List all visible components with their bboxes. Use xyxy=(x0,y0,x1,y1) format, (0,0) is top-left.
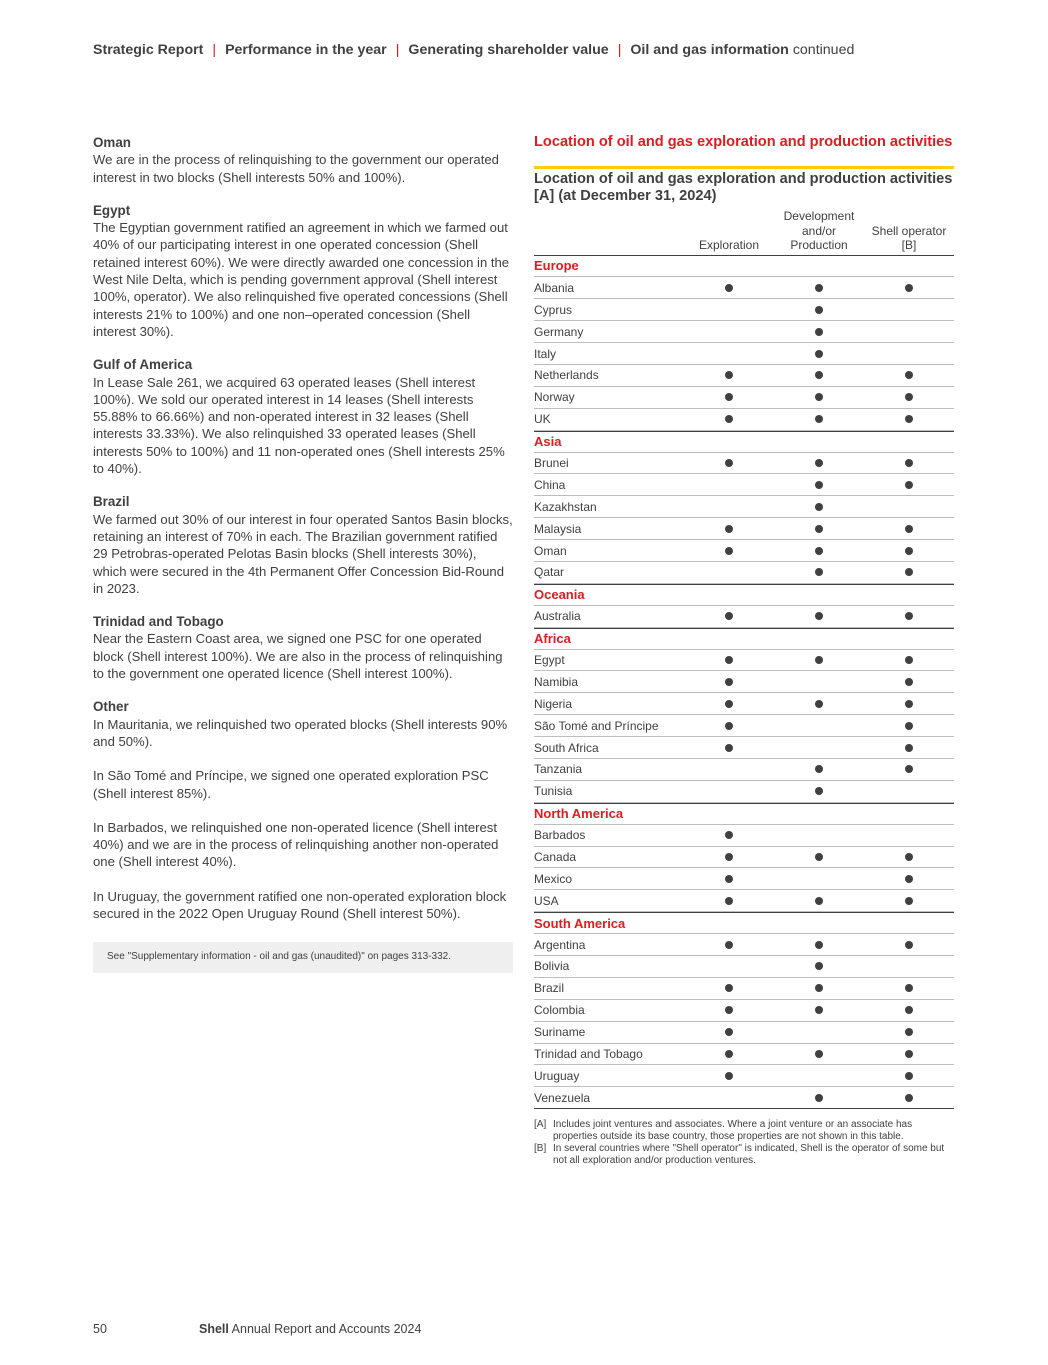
cell-exploration xyxy=(684,941,774,949)
cell-development-production xyxy=(774,984,864,992)
bullet-dot-icon xyxy=(905,656,913,664)
cell-exploration xyxy=(684,415,774,423)
breadcrumb-item[interactable]: Oil and gas information xyxy=(630,42,789,58)
bullet-dot-icon xyxy=(815,459,823,467)
section-paragraph: We farmed out 30% of our interest in four operated Santos Basin blocks, retaining an interest of 70% in each. The Brazilian government ratified 29 Petrobras-operated Pelotas Basin blocks (Shell interests 30%), which were secured in the 4th Permanent Offer Concession Bid-Round in 2023. xyxy=(93,511,513,596)
cell-shell-operator xyxy=(864,853,954,861)
right-column xyxy=(534,134,954,1167)
bullet-dot-icon xyxy=(725,612,733,620)
cell-development-production xyxy=(774,481,864,489)
table-row xyxy=(534,1044,954,1066)
bullet-dot-icon xyxy=(725,1072,733,1080)
cell-development-production xyxy=(774,897,864,905)
table-row xyxy=(534,956,954,978)
column-header-shell-operator: Shell operator [B] xyxy=(871,223,947,252)
country-name: Tunisia xyxy=(534,784,573,799)
table-row xyxy=(534,1065,954,1087)
bullet-dot-icon xyxy=(905,612,913,620)
cell-development-production xyxy=(774,393,864,401)
table-title: Location of oil and gas exploration and production activities [A] (at December 31, 2024) xyxy=(534,170,953,204)
cell-exploration xyxy=(684,525,774,533)
country-name: Barbados xyxy=(534,828,586,843)
region-name: Africa xyxy=(534,631,571,647)
section-egypt xyxy=(93,202,513,340)
country-name: Nigeria xyxy=(534,696,573,711)
cell-exploration xyxy=(684,1072,774,1080)
bullet-dot-icon xyxy=(815,306,823,314)
cell-development-production xyxy=(774,306,864,314)
country-name: UK xyxy=(534,412,551,427)
cell-shell-operator xyxy=(864,1028,954,1036)
bullet-dot-icon xyxy=(815,612,823,620)
bullet-dot-icon xyxy=(905,984,913,992)
table-row xyxy=(534,759,954,781)
section-oman xyxy=(93,134,513,186)
country-name: Italy xyxy=(534,346,557,361)
country-name: Venezuela xyxy=(534,1090,591,1105)
bullet-dot-icon xyxy=(725,853,733,861)
footer-brand: Shell xyxy=(199,1322,229,1336)
section-heading: Other xyxy=(93,699,129,715)
bullet-dot-icon xyxy=(905,1006,913,1014)
cell-shell-operator xyxy=(864,1006,954,1014)
footnote-text: Includes joint ventures and associates. Where a joint venture or an associate has properties outside its base country, those properties are not shown in this table. xyxy=(553,1119,913,1143)
country-name: Brazil xyxy=(534,981,565,996)
bullet-dot-icon xyxy=(725,897,733,905)
bullet-dot-icon xyxy=(905,459,913,467)
country-name: USA xyxy=(534,893,559,908)
cell-development-production xyxy=(774,503,864,511)
cell-shell-operator xyxy=(864,415,954,423)
cell-development-production xyxy=(774,415,864,423)
cell-development-production xyxy=(774,525,864,533)
country-name: Albania xyxy=(534,280,575,295)
section-heading: Trinidad and Tobago xyxy=(93,614,224,630)
bullet-dot-icon xyxy=(815,350,823,358)
cell-development-production xyxy=(774,853,864,861)
country-name: Namibia xyxy=(534,674,579,689)
country-name: Australia xyxy=(534,609,581,624)
cell-shell-operator xyxy=(864,1094,954,1102)
section-paragraph: We are in the process of relinquishing to the government our operated interest in two blocks (Shell interests 50% and 100%). xyxy=(93,152,499,185)
table-row xyxy=(534,562,954,584)
bullet-dot-icon xyxy=(815,984,823,992)
region-name: Europe xyxy=(534,258,579,274)
table-row xyxy=(534,934,954,956)
footnote xyxy=(534,1119,954,1143)
cell-exploration xyxy=(684,984,774,992)
table-row xyxy=(534,671,954,693)
section-paragraph: Near the Eastern Coast area, we signed one PSC for one operated block (Shell interest 100%). We are also in the process of relinquishing to the government one operated licence (Shell interest 100%). xyxy=(93,631,503,682)
bullet-dot-icon xyxy=(905,284,913,292)
table-row xyxy=(534,343,954,365)
bullet-dot-icon xyxy=(815,765,823,773)
country-name: Egypt xyxy=(534,652,565,667)
bullet-dot-icon xyxy=(725,393,733,401)
table-row xyxy=(534,540,954,562)
breadcrumb xyxy=(93,42,854,58)
cell-shell-operator xyxy=(864,371,954,379)
bullet-dot-icon xyxy=(725,1050,733,1058)
cell-exploration xyxy=(684,284,774,292)
country-name: Germany xyxy=(534,324,584,339)
table-row xyxy=(534,1087,954,1109)
section-gulf-of-america xyxy=(93,356,513,477)
section-heading: Egypt xyxy=(93,202,131,218)
cell-exploration xyxy=(684,897,774,905)
table-body xyxy=(534,256,954,1110)
table-row xyxy=(534,1000,954,1022)
cell-development-production xyxy=(774,459,864,467)
cell-shell-operator xyxy=(864,612,954,620)
bullet-dot-icon xyxy=(725,678,733,686)
bullet-dot-icon xyxy=(905,1050,913,1058)
bullet-dot-icon xyxy=(815,1050,823,1058)
bullet-dot-icon xyxy=(815,371,823,379)
country-name: São Tomé and Príncipe xyxy=(534,718,659,733)
breadcrumb-item[interactable]: Generating shareholder value xyxy=(408,42,609,58)
cell-development-production xyxy=(774,1006,864,1014)
cell-development-production xyxy=(774,350,864,358)
cell-development-production xyxy=(774,284,864,292)
page-number: 50 xyxy=(93,1322,107,1336)
breadcrumb-separator: | xyxy=(617,42,622,58)
cell-exploration xyxy=(684,656,774,664)
cell-shell-operator xyxy=(864,1072,954,1080)
cell-exploration xyxy=(684,1050,774,1058)
footnote-tag: [A] xyxy=(534,1119,547,1131)
bullet-dot-icon xyxy=(905,941,913,949)
breadcrumb-item[interactable]: Strategic Report xyxy=(93,42,204,58)
cell-development-production xyxy=(774,328,864,336)
cell-development-production xyxy=(774,547,864,555)
table-row xyxy=(534,868,954,890)
bullet-dot-icon xyxy=(725,875,733,883)
country-name: Colombia xyxy=(534,1003,585,1018)
table-row xyxy=(534,496,954,518)
table-row xyxy=(534,825,954,847)
cell-shell-operator xyxy=(864,765,954,773)
table-row xyxy=(534,474,954,496)
section-paragraph: In São Tomé and Príncipe, we signed one operated exploration PSC (Shell interest 85%). xyxy=(93,768,489,801)
bullet-dot-icon xyxy=(905,568,913,576)
bullet-dot-icon xyxy=(725,700,733,708)
bullet-dot-icon xyxy=(815,547,823,555)
supplementary-note-text[interactable]: See "Supplementary information - oil and gas (unaudited)" on pages 313-332. xyxy=(107,951,451,962)
region-row xyxy=(534,431,954,453)
region-row xyxy=(534,584,954,606)
region-row xyxy=(534,912,954,934)
cell-exploration xyxy=(684,459,774,467)
bullet-dot-icon xyxy=(815,284,823,292)
table-row xyxy=(534,606,954,628)
table-row xyxy=(534,715,954,737)
cell-exploration xyxy=(684,1028,774,1036)
cell-exploration xyxy=(684,393,774,401)
region-name: Asia xyxy=(534,434,562,450)
cell-shell-operator xyxy=(864,656,954,664)
section-heading: Gulf of America xyxy=(93,357,193,373)
section-paragraph: In Mauritania, we relinquished two operated blocks (Shell interests 90% and 50%). xyxy=(93,716,508,749)
table-row xyxy=(534,299,954,321)
table-row xyxy=(534,737,954,759)
country-name: Qatar xyxy=(534,565,565,580)
bullet-dot-icon xyxy=(725,371,733,379)
bullet-dot-icon xyxy=(905,1072,913,1080)
cell-development-production xyxy=(774,568,864,576)
table-row xyxy=(534,1022,954,1044)
table-row xyxy=(534,518,954,540)
region-row xyxy=(534,256,954,278)
country-name: Bolivia xyxy=(534,959,570,974)
bullet-dot-icon xyxy=(725,831,733,839)
table-row xyxy=(534,890,954,912)
bullet-dot-icon xyxy=(905,700,913,708)
bullet-dot-icon xyxy=(725,284,733,292)
region-row xyxy=(534,628,954,650)
bullet-dot-icon xyxy=(905,393,913,401)
bullet-dot-icon xyxy=(905,1094,913,1102)
country-name: Canada xyxy=(534,849,577,864)
cell-exploration xyxy=(684,612,774,620)
bullet-dot-icon xyxy=(815,393,823,401)
bullet-dot-icon xyxy=(725,722,733,730)
country-name: South Africa xyxy=(534,740,599,755)
bullet-dot-icon xyxy=(905,678,913,686)
bullet-dot-icon xyxy=(815,1006,823,1014)
bullet-dot-icon xyxy=(815,853,823,861)
cell-exploration xyxy=(684,722,774,730)
cell-shell-operator xyxy=(864,941,954,949)
country-name: Suriname xyxy=(534,1025,586,1040)
bullet-dot-icon xyxy=(815,415,823,423)
country-name: China xyxy=(534,477,566,492)
cell-shell-operator xyxy=(864,547,954,555)
section-paragraph: In Barbados, we relinquished one non-operated licence (Shell interest 40%) and we are in the process of relinquishing another non-operated one (Shell interest 40%). xyxy=(93,819,499,870)
country-name: Netherlands xyxy=(534,368,599,383)
cell-development-production xyxy=(774,787,864,795)
cell-development-production xyxy=(774,941,864,949)
footnote-tag: [B] xyxy=(534,1143,547,1155)
bullet-dot-icon xyxy=(725,744,733,752)
bullet-dot-icon xyxy=(905,415,913,423)
section-other xyxy=(93,698,513,922)
section-paragraph: The Egyptian government ratified an agreement in which we farmed out 40% of our participating interest in one operated concession (Shell retained interest 60%). We were directly awarded one concession in the West Nile Delta, which is pending government approval (Shell interest 100%, operator). We also relinquished five operated concessions (Shell interests 21% to 100%) and one non–operated concession (Shell interest 30%). xyxy=(93,220,510,339)
bullet-dot-icon xyxy=(815,941,823,949)
cell-development-production xyxy=(774,656,864,664)
section-paragraph: In Lease Sale 261, we acquired 63 operated leases (Shell interest 100%). We sold our operated interest in 14 leases (Shell interests 55.88% to 66.66%) and non-operated interest in 32 leases (Shell interests 33.33%). We also relinquished 33 operated leases (Shell interests 50% to 100%) and 11 non-operated ones (Shell interests 25% to 40%). xyxy=(93,374,505,477)
bullet-dot-icon xyxy=(905,765,913,773)
country-name: Tanzania xyxy=(534,762,583,777)
cell-shell-operator xyxy=(864,568,954,576)
bullet-dot-icon xyxy=(815,787,823,795)
bullet-dot-icon xyxy=(725,415,733,423)
country-name: Mexico xyxy=(534,871,573,886)
footnote-text: In several countries where "Shell operator" is indicated, Shell is the operator of some but not all exploration and/or production ventures. xyxy=(553,1143,945,1167)
section-heading: Brazil xyxy=(93,494,130,510)
page-footer xyxy=(93,1322,421,1336)
bullet-dot-icon xyxy=(905,853,913,861)
footer-report-title: Annual Report and Accounts 2024 xyxy=(231,1322,422,1336)
bullet-dot-icon xyxy=(815,656,823,664)
bullet-dot-icon xyxy=(725,656,733,664)
table-row xyxy=(534,978,954,1000)
bullet-dot-icon xyxy=(725,941,733,949)
cell-development-production xyxy=(774,612,864,620)
cell-development-production xyxy=(774,700,864,708)
supplementary-note[interactable] xyxy=(93,942,513,973)
table-row xyxy=(534,453,954,475)
footnote xyxy=(534,1143,954,1167)
column-header-development-production: Development and/or Production xyxy=(783,209,855,252)
section-trinidad-and-tobago xyxy=(93,613,513,682)
bullet-dot-icon xyxy=(725,459,733,467)
cell-shell-operator xyxy=(864,1050,954,1058)
table-row xyxy=(534,650,954,672)
bullet-dot-icon xyxy=(815,897,823,905)
cell-shell-operator xyxy=(864,393,954,401)
cell-exploration xyxy=(684,1006,774,1014)
cell-shell-operator xyxy=(864,459,954,467)
cell-development-production xyxy=(774,765,864,773)
region-name: Oceania xyxy=(534,587,585,603)
country-name: Oman xyxy=(534,543,567,558)
yellow-divider xyxy=(534,166,954,169)
bullet-dot-icon xyxy=(905,722,913,730)
cell-exploration xyxy=(684,700,774,708)
column-header-exploration: Exploration xyxy=(698,238,760,252)
bullet-dot-icon xyxy=(905,875,913,883)
bullet-dot-icon xyxy=(815,525,823,533)
cell-shell-operator xyxy=(864,744,954,752)
cell-exploration xyxy=(684,853,774,861)
cell-development-production xyxy=(774,1094,864,1102)
left-column xyxy=(93,134,513,938)
cell-shell-operator xyxy=(864,984,954,992)
table-row xyxy=(534,387,954,409)
country-name: Malaysia xyxy=(534,521,582,536)
table-row xyxy=(534,693,954,715)
bullet-dot-icon xyxy=(725,1006,733,1014)
cell-shell-operator xyxy=(864,875,954,883)
cell-shell-operator xyxy=(864,481,954,489)
table-row xyxy=(534,321,954,343)
cell-exploration xyxy=(684,744,774,752)
bullet-dot-icon xyxy=(815,962,823,970)
cell-exploration xyxy=(684,547,774,555)
region-name: South America xyxy=(534,915,626,931)
cell-shell-operator xyxy=(864,525,954,533)
footnotes xyxy=(534,1119,954,1167)
bullet-dot-icon xyxy=(905,1028,913,1036)
bullet-dot-icon xyxy=(905,481,913,489)
country-name: Brunei xyxy=(534,455,569,470)
country-name: Trinidad and Tobago xyxy=(534,1047,643,1061)
section-title: Location of oil and gas exploration and production activities xyxy=(534,134,953,150)
breadcrumb-separator: | xyxy=(395,42,400,58)
table-row xyxy=(534,847,954,869)
bullet-dot-icon xyxy=(905,897,913,905)
bullet-dot-icon xyxy=(905,744,913,752)
bullet-dot-icon xyxy=(725,1028,733,1036)
country-name: Argentina xyxy=(534,937,586,952)
table-row xyxy=(534,409,954,431)
breadcrumb-item[interactable]: Performance in the year xyxy=(225,42,387,58)
table-header xyxy=(534,209,954,256)
cell-shell-operator xyxy=(864,700,954,708)
breadcrumb-continued: continued xyxy=(792,42,855,58)
section-heading: Oman xyxy=(93,135,131,150)
country-name: Kazakhstan xyxy=(534,499,597,514)
table-row xyxy=(534,277,954,299)
bullet-dot-icon xyxy=(905,371,913,379)
region-row xyxy=(534,803,954,825)
cell-development-production xyxy=(774,371,864,379)
cell-exploration xyxy=(684,371,774,379)
cell-exploration xyxy=(684,831,774,839)
cell-shell-operator xyxy=(864,284,954,292)
activities-table xyxy=(534,209,954,1110)
cell-shell-operator xyxy=(864,722,954,730)
country-name: Norway xyxy=(534,390,575,405)
bullet-dot-icon xyxy=(725,984,733,992)
cell-exploration xyxy=(684,875,774,883)
cell-development-production xyxy=(774,1050,864,1058)
breadcrumb-separator: | xyxy=(212,42,217,58)
bullet-dot-icon xyxy=(815,328,823,336)
cell-shell-operator xyxy=(864,678,954,686)
region-name: North America xyxy=(534,806,624,822)
bullet-dot-icon xyxy=(725,525,733,533)
bullet-dot-icon xyxy=(905,547,913,555)
bullet-dot-icon xyxy=(815,1094,823,1102)
bullet-dot-icon xyxy=(815,503,823,511)
bullet-dot-icon xyxy=(815,700,823,708)
table-row xyxy=(534,365,954,387)
cell-shell-operator xyxy=(864,897,954,905)
cell-exploration xyxy=(684,678,774,686)
bullet-dot-icon xyxy=(905,525,913,533)
bullet-dot-icon xyxy=(815,568,823,576)
cell-development-production xyxy=(774,962,864,970)
country-name: Uruguay xyxy=(534,1068,580,1083)
table-row xyxy=(534,781,954,803)
country-name: Cyprus xyxy=(534,302,573,317)
bullet-dot-icon xyxy=(725,547,733,555)
section-brazil xyxy=(93,493,513,597)
bullet-dot-icon xyxy=(815,481,823,489)
section-paragraph: In Uruguay, the government ratified one non-operated exploration block secured in the 2022 Open Uruguay Round (Shell interest 50%). xyxy=(93,888,507,921)
